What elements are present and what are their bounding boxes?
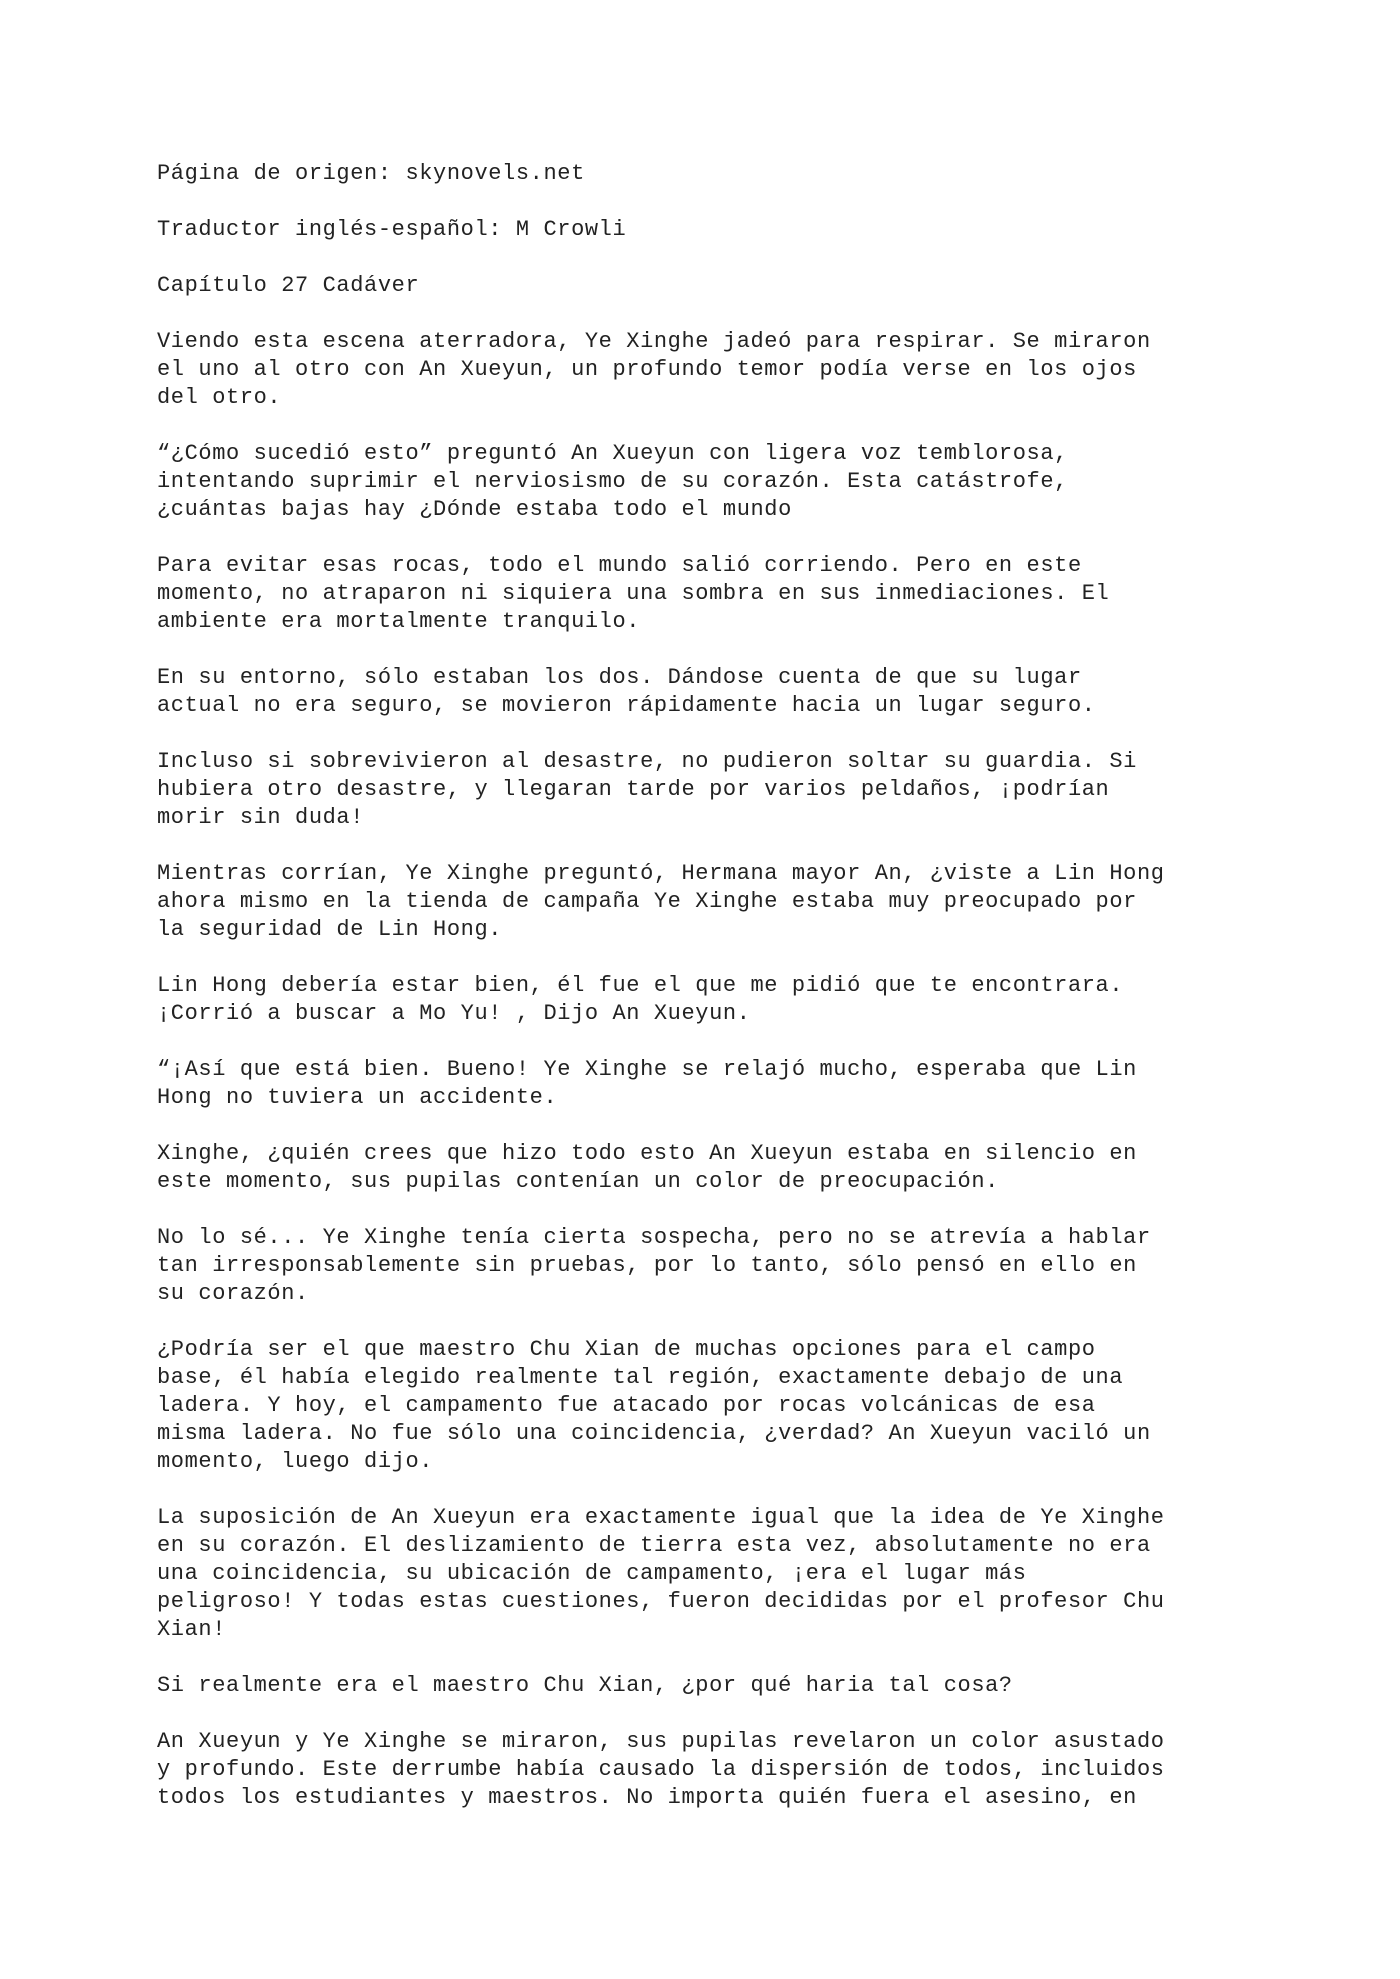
- paragraph: Mientras corrían, Ye Xinghe preguntó, Hermana mayor An, ¿viste a Lin Hong ahora mismo en la tienda de campaña Ye Xinghe estaba muy preocupado por la seguridad de Lin Hong.: [157, 861, 1165, 942]
- paragraph: Xinghe, ¿quién crees que hizo todo esto An Xueyun estaba en silencio en este momento, sus pupilas contenían un color de preocupación.: [157, 1141, 1137, 1194]
- paragraph: Si realmente era el maestro Chu Xian, ¿por qué haria tal cosa?: [157, 1673, 1013, 1698]
- paragraph: “¿Cómo sucedió esto” preguntó An Xueyun con ligera voz temblorosa, intentando suprimir el nerviosismo de su corazón. Esta catástrofe, ¿cuántas bajas hay ¿Dónde estaba todo el mundo: [157, 441, 1068, 522]
- paragraph: No lo sé... Ye Xinghe tenía cierta sospecha, pero no se atrevía a hablar tan irresponsablemente sin pruebas, por lo tanto, sólo pensó en ello en su corazón.: [157, 1225, 1151, 1306]
- paragraph: “¡Así que está bien. Bueno! Ye Xinghe se relajó mucho, esperaba que Lin Hong no tuviera un accidente.: [157, 1057, 1137, 1110]
- translator-line: Traductor inglés-español: M Crowli: [157, 217, 627, 242]
- paragraph: Incluso si sobrevivieron al desastre, no pudieron soltar su guardia. Si hubiera otro desastre, y llegaran tarde por varios peldaños, ¡podrían morir sin duda!: [157, 749, 1137, 830]
- paragraph: La suposición de An Xueyun era exactamente igual que la idea de Ye Xinghe en su corazón. El deslizamiento de tierra esta vez, absolutamente no era una coincidencia, su ubicación de campamento, ¡era el lugar más peligroso! Y todas estas cuestiones, fueron decididas por el profesor Chu Xian!: [157, 1505, 1165, 1642]
- paragraph: ¿Podría ser el que maestro Chu Xian de muchas opciones para el campo base, él había elegido realmente tal región, exactamente debajo de una ladera. Y hoy, el campamento fue atacado por rocas volcánicas de esa misma ladera. No fue sólo una coincidencia, ¿verdad? An Xueyun vaciló un momento, luego dijo.: [157, 1337, 1151, 1474]
- paragraph: En su entorno, sólo estaban los dos. Dándose cuenta de que su lugar actual no era seguro, se movieron rápidamente hacia un lugar seguro.: [157, 665, 1096, 718]
- paragraph: Lin Hong debería estar bien, él fue el que me pidió que te encontrara. ¡Corrió a buscar a Mo Yu! , Dijo An Xueyun.: [157, 973, 1124, 1026]
- paragraph: Viendo esta escena aterradora, Ye Xinghe jadeó para respirar. Se miraron el uno al otro con An Xueyun, un profundo temor podía verse en los ojos del otro.: [157, 329, 1151, 410]
- paragraph: Para evitar esas rocas, todo el mundo salió corriendo. Pero en este momento, no atraparon ni siquiera una sombra en sus inmediaciones. El ambiente era mortalmente tranquilo.: [157, 553, 1110, 634]
- source-line: Página de origen: skynovels.net: [157, 161, 585, 186]
- chapter-title: Capítulo 27 Cadáver: [157, 273, 420, 298]
- document-body: [157, 160, 1267, 1840]
- paragraph: An Xueyun y Ye Xinghe se miraron, sus pupilas revelaron un color asustado y profundo. Este derrumbe había causado la dispersión de todos, incluidos todos los estudiantes y maestros. No importa quién fuera el asesino, en: [157, 1729, 1165, 1810]
